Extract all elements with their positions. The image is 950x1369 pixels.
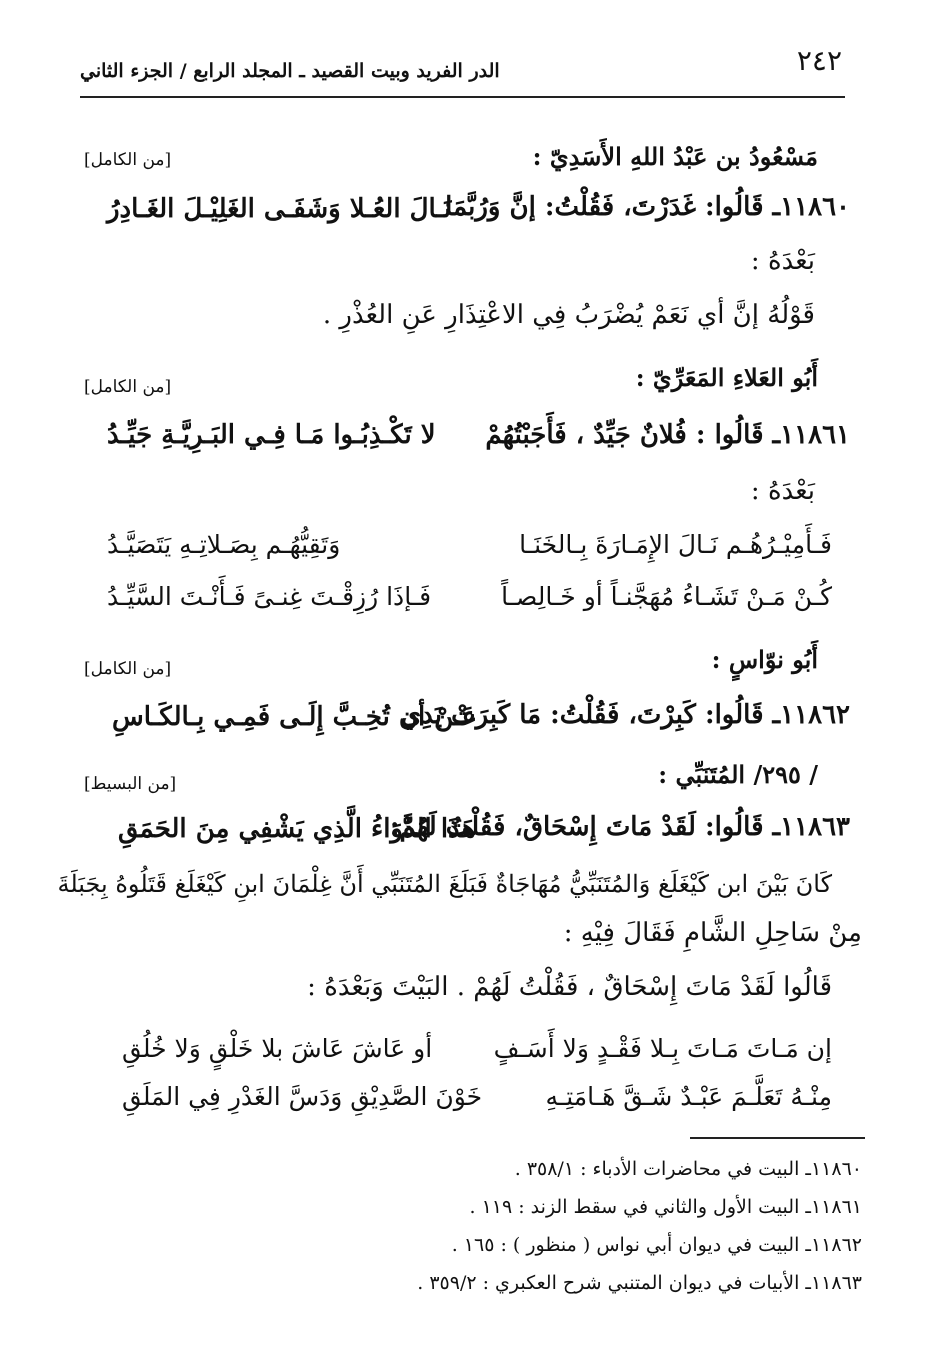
footnote: ١١٨٦١ـ البيت الأول والثاني في سقط الزند : ١١٩ . [469, 1196, 862, 1218]
verse-second-hemistich: عَـنْ أن تُخِـبَّ إِلَـى فَمِـي بِـالكَـاسِ [112, 702, 478, 732]
commentary-text: بَعْدَهُ : [750, 246, 815, 276]
poet-name: مَسْعُودُ بن عَبْدُ اللهِ الأَسَدِيّ : [532, 142, 818, 171]
verse-second-hemistich: نَـالَ العُـلا وَشَفَـى الغَلِيْـلَ الغَـادِرُ [107, 194, 452, 224]
commentary-text: بَعْدَهُ : [750, 476, 815, 506]
footnote: ١١٨٦٠ـ البيت في محاضرات الأدباء : ٣٥٨/١ . [514, 1158, 862, 1180]
header-rule [80, 96, 845, 98]
page-number: ٢٤٢ [796, 44, 842, 77]
verse-second-hemistich: وَتَقِيُّهُـم بِصَـلاتِـهِ يَتَصَيَّـدُ [107, 530, 341, 559]
footnote-rule [690, 1137, 865, 1139]
verse-first-hemistich: ١١٨٦٢ـ قَالُوا: كَبِرْتَ، فَقُلْتُ: مَا كَبِرَتْ يَدِي [400, 700, 850, 730]
commentary-text: قَوْلُهُ إنَّ أي نَعَمْ يُضْرَبُ فِي الاعْتِذَارِ عَنِ العُذْرِ . [322, 300, 815, 330]
commentary-text: كَانَ بَيْنَ ابن كَيْغَلَغ وَالمُتَنَبِّيُّ مُهَاجَاةٌ فَبَلَغَ المُتَنَبِّي أَنَّ غِلْمَانَ ابنِ كَيْغَلَغ قَتَلُوهُ بِجَبَلَةَ [57, 870, 832, 898]
poet-name: / ٢٩٥/ المُتَنَبِّي : [658, 760, 818, 789]
verse-second-hemistich: هَذَا الدَّوَاءُ الَّذِي يَشْفِي مِنَ الحَمَقِ [118, 814, 476, 844]
meter-label: [من الكامل] [84, 659, 172, 679]
commentary-text: قَالُوا لَقَدْ مَاتَ إِسْحَاقٌ ، فَقُلْتُ لَهُمْ . البَيْتَ وَبَعْدَهُ : [307, 972, 832, 1002]
verse-second-hemistich: فَـإذَا رُزِقْـتَ غِنـىً فَـأَنْـتَ السَّيِّـدُ [107, 582, 432, 611]
verse-first-hemistich: ١١٨٦١ـ قَالُوا : فُلانٌ جَيِّدٌ ، فَأَجَبْتُهُمْ [485, 420, 850, 450]
verse-first-hemistich: فَـأَمِيْـرُهُـم نَـالَ الإِمَـارَةَ بِـالخَنَـا [519, 530, 832, 559]
meter-label: [من البسيط] [84, 774, 177, 794]
verse-second-hemistich: أو عَاشَ عَاشَ بلا خَلْقٍ وَلا خُلُقِ [122, 1034, 433, 1063]
meter-label: [من الكامل] [84, 377, 172, 397]
verse-first-hemistich: ١١٨٦٣ـ قَالُوا: لَقَدْ مَاتَ إِسْحَاقٌ، فَقُلْتُ لَهُمْ: [389, 812, 850, 842]
verse-first-hemistich: مِنْـهُ تَعَلَّـمَ عَبْـدٌ شَـقَّ هَـامَتِـهِ [545, 1082, 832, 1111]
running-header: الدر الفريد وبيت القصيد ـ المجلد الرابع / الجزء الثاني [80, 60, 500, 82]
verse-second-hemistich: خَوْنَ الصَّدِيْقِ وَدَسَّ الغَدْرِ فِي المَلَقِ [122, 1082, 483, 1111]
verse-first-hemistich: إن مَـاتَ مَـاتَ بِـلا فَقْـدٍ وَلا أَسَـفٍ [493, 1034, 832, 1063]
meter-label: [من الكامل] [84, 150, 172, 170]
poet-name: أَبُو نوّاسٍ : [711, 645, 818, 674]
commentary-text: مِنْ سَاحِلِ الشَّامِ فَقَالَ فِيْهِ : [563, 918, 862, 948]
verse-second-hemistich: لا تَكْـذِبُـوا مَـا فِـي البَـرِيَّـةِ جَيِّـدُ [107, 420, 436, 450]
verse-first-hemistich: ١١٨٦٠ـ قَالُوا: غَدَرْتَ، فَقُلْتُ: إنَّ وَرُبَّمَا [445, 192, 850, 222]
poet-name: أَبُو العَلاءِ المَعَرِّيّ : [635, 363, 818, 392]
verse-first-hemistich: كُـنْ مَـنْ تَشَـاءُ مُهَجَّنـاً أو خَـالِصـاً [501, 582, 832, 611]
footnote: ١١٨٦٣ـ الأبيات في ديوان المتنبي شرح العكبري : ٣٥٩/٢ . [417, 1272, 862, 1294]
footnote: ١١٨٦٢ـ البيت في ديوان أبي نواس ( منظور ) : ١٦٥ . [451, 1234, 862, 1256]
